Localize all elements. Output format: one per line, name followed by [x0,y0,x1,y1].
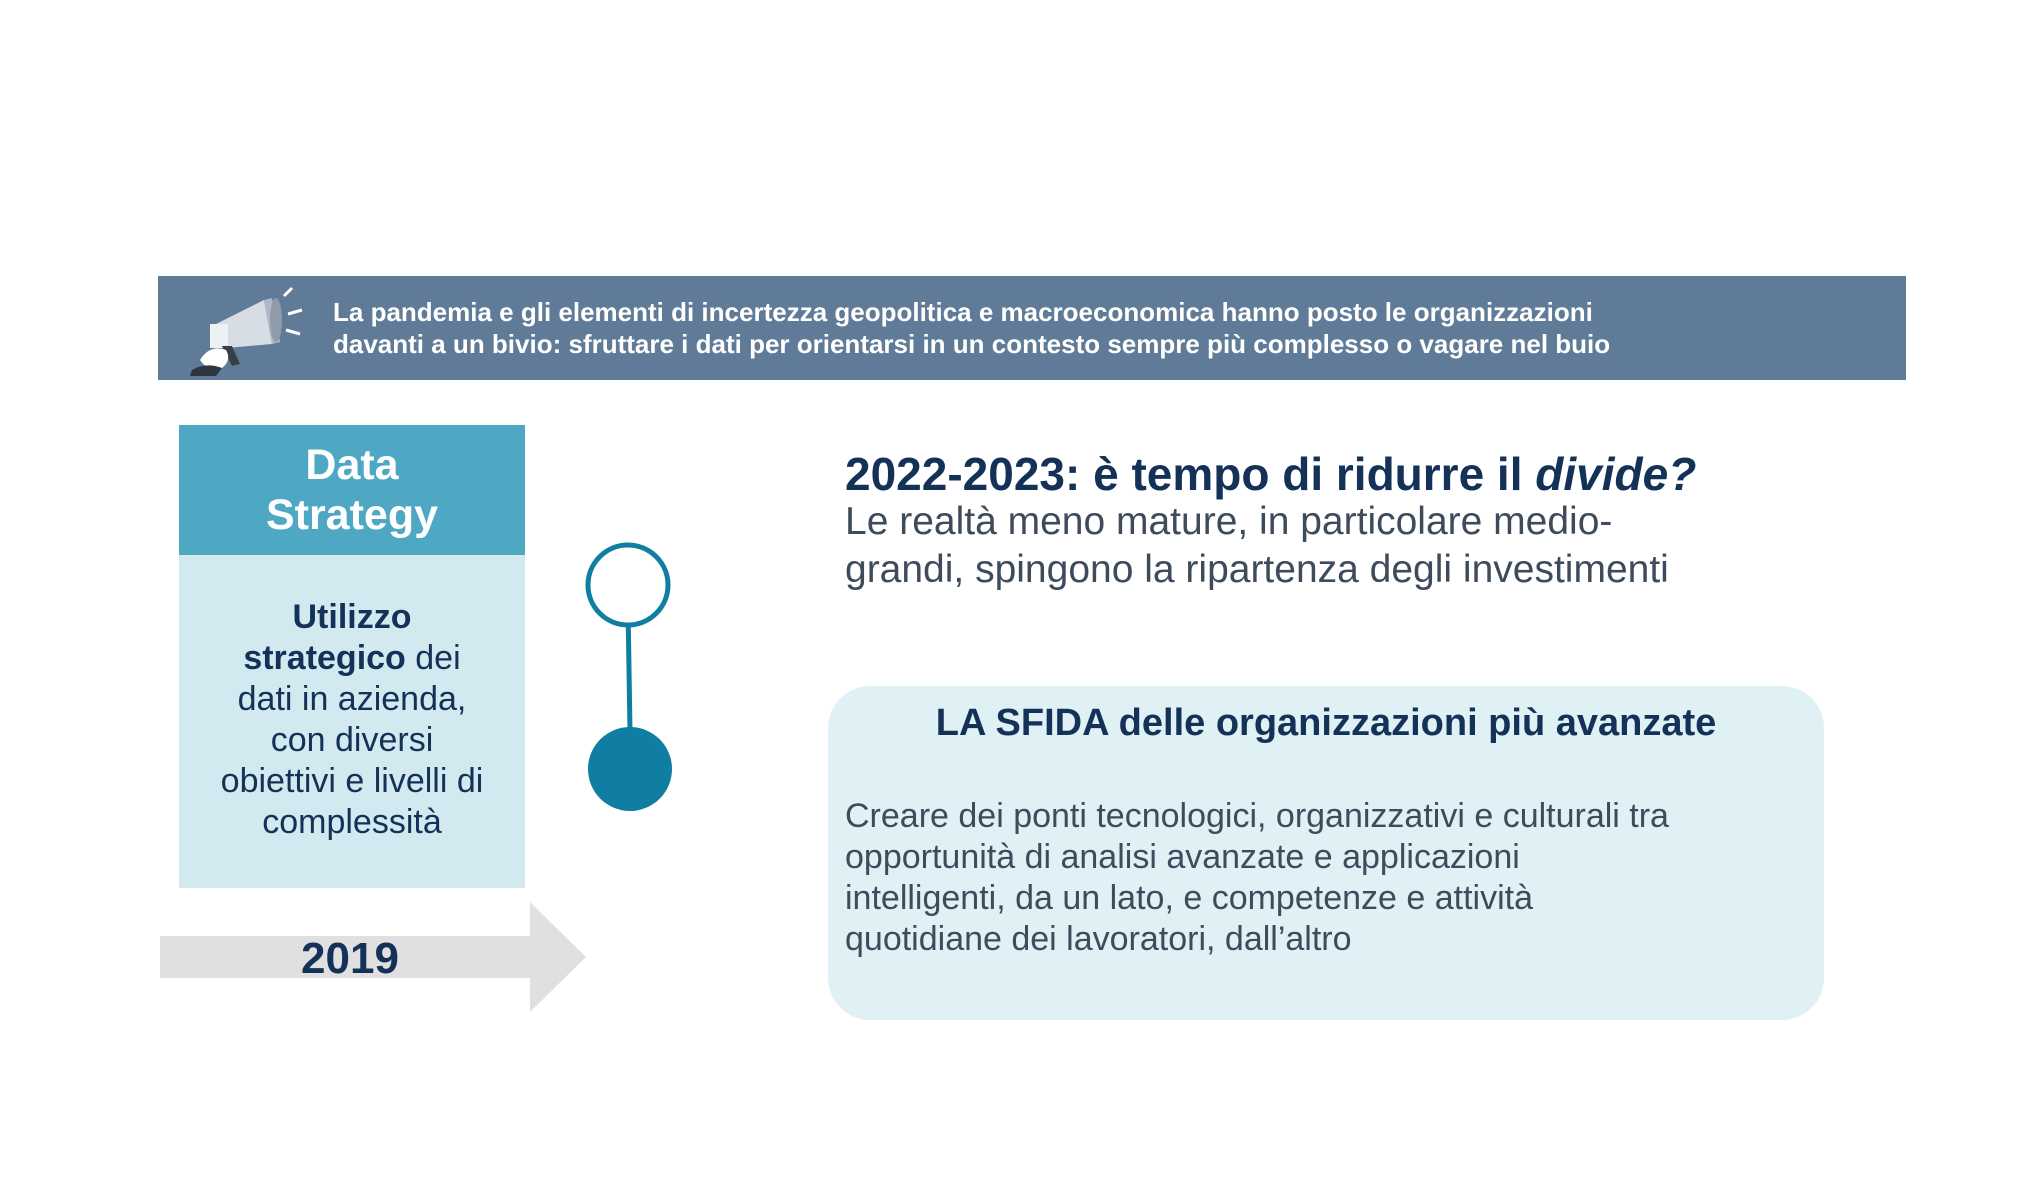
banner-line: davanti a un bivio: sfruttare i dati per orientarsi in un contesto sempre più complesso o vagare nel buio [333,329,1611,359]
data-strategy-description [179,555,525,888]
data-strategy-title-line: Data [305,441,399,489]
header-banner [158,276,1906,380]
year-label: 2019 [301,934,399,983]
period-title-italic: divide? [1535,448,1697,500]
description-text: obiettivi e livelli di [220,762,484,800]
megaphone-icon [186,286,306,376]
description-text: dei [405,639,461,677]
period-title-text: 2022-2023: è tempo di ridurre il [845,448,1536,500]
period-subtitle-line: Le realtà meno mature, in particolare medio- [845,500,1613,543]
data-strategy-heading [179,425,525,555]
description-bold: strategico [243,639,406,677]
description-text: con diversi [270,721,434,759]
decorative-horizon-glow [0,1000,2040,1200]
challenge-text [845,796,1815,960]
challenge-line: intelligenti, da un lato, e competenze e attività [845,879,1533,917]
description-bold: Utilizzo [292,598,412,636]
description-text: dati in azienda, [237,680,467,718]
banner-line: La pandemia e gli elementi di incertezza geopolitica e macroeconomica hanno posto le organizzazioni [333,297,1593,327]
challenge-line: Creare dei ponti tecnologici, organizzativi e culturali tra [845,797,1669,835]
challenge-line: quotidiane dei lavoratori, dall’altro [845,920,1352,958]
timeline-connector [570,535,690,815]
timeline-filled-circle [588,727,672,811]
challenge-line: opportunità di analisi avanzate e applicazioni [845,838,1520,876]
timeline-open-circle [588,545,668,625]
description-text: complessità [262,803,442,841]
period-subtitle [845,498,1975,594]
period-title [845,446,1975,502]
challenge-box [828,686,1824,1020]
banner-text [333,296,1893,360]
challenge-title: LA SFIDA delle organizzazioni più avanzate [935,702,1717,744]
period-subtitle-line: grandi, spingono la ripartenza degli investimenti [845,548,1669,591]
data-strategy-title-line: Strategy [265,491,439,539]
